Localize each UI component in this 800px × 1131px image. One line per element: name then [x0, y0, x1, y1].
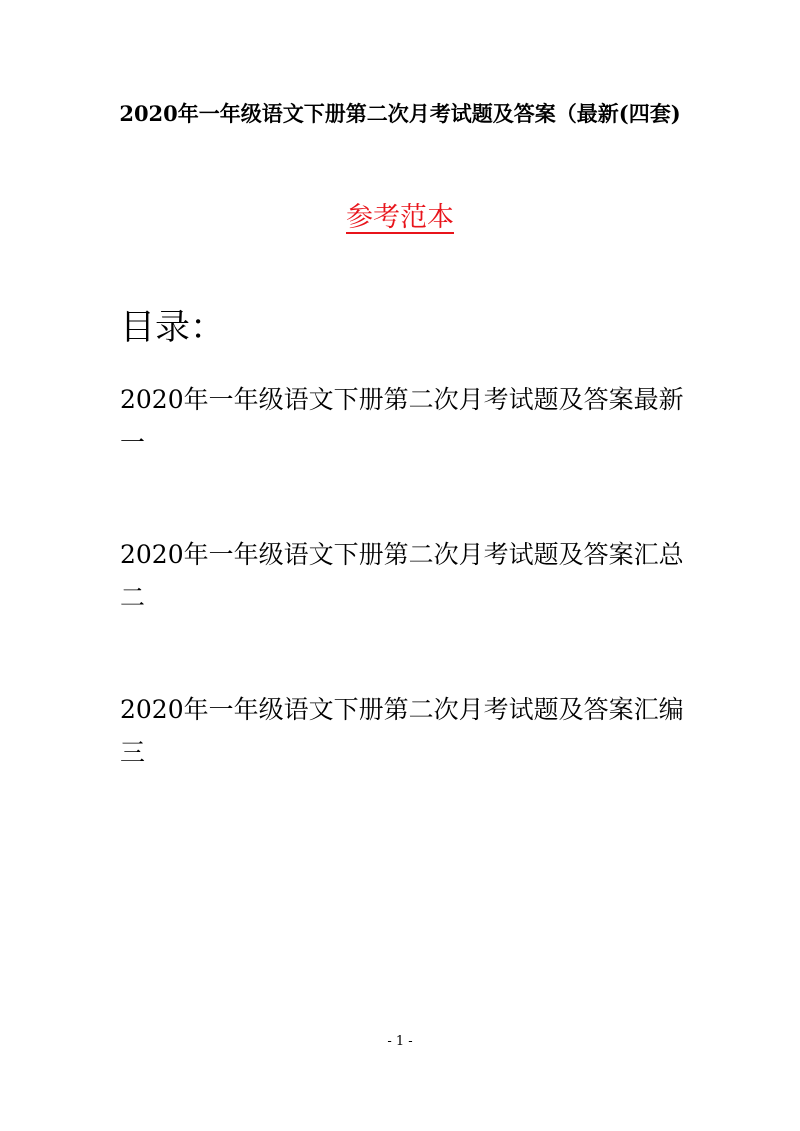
toc-heading: 目录：	[120, 308, 226, 348]
subtitle-container	[0, 195, 800, 234]
toc-item-2[interactable]: 2020年一年级语文下册第二次月考试题及答案汇总二	[120, 540, 684, 612]
subtitle-reference-sample: 参考范本	[346, 202, 454, 233]
page-number: - 1 -	[387, 1034, 413, 1049]
toc-item-1[interactable]: 2020年一年级语文下册第二次月考试题及答案最新一	[120, 385, 684, 457]
toc-list	[120, 378, 690, 843]
toc-item-3[interactable]: 2020年一年级语文下册第二次月考试题及答案汇编三	[120, 695, 684, 767]
document-title: 2020年一年级语文下册第二次月考试题及答案（最新(四套)	[119, 101, 681, 126]
